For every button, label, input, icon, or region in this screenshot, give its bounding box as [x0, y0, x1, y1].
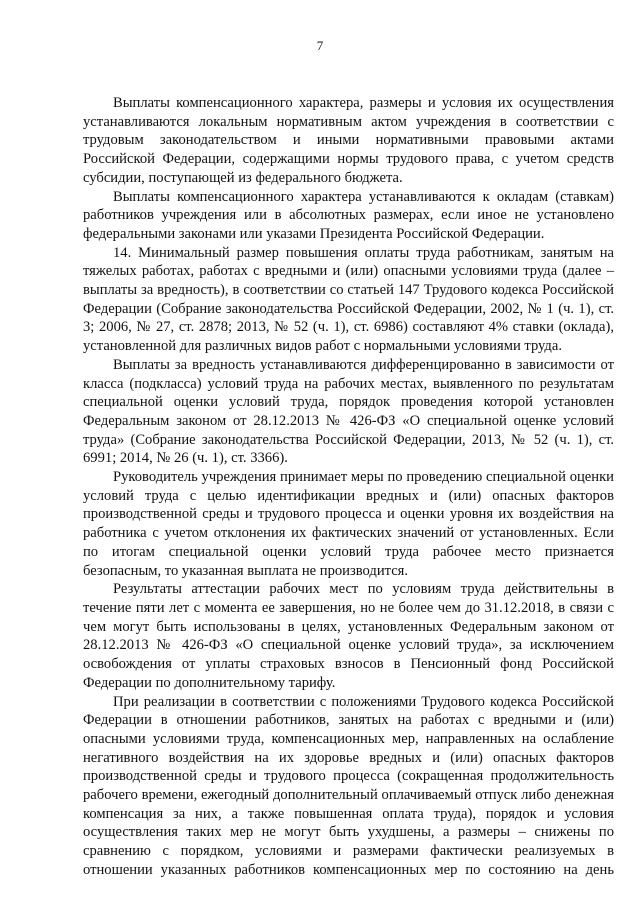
paragraph-attestation-results: Результаты аттестации рабочих мест по условиям труда действительны в течение пяти лет с момента ее завершения, но не более чем до 31.12.2018, в связи с чем могут быть использованы в целях, установленных Федеральным законом от 28.12.2013 № 426-ФЗ «О специальной оценке условий труда», за исключением освобождения от уплаты страховых взносов в Пенсионный фонд Российской Федерации по дополнительному тарифу.: [83, 581, 614, 691]
page-number: 7: [316, 38, 324, 53]
paragraph-compensation-measures: При реализации в соответствии с положениями Трудового кодекса Российской Федерации в отношении работников, занятых на работах с вредными и (или) опасными условиями труда, компенсационных мер, направленных на ослабление негативного воздействия на их здоровье вредных и (или) опасных факторов производственной среды и трудового процесса (сокращенная продолжительность рабочего времени, ежегодный дополнительный оплачиваемый отпуск либо денежная компенсация за них, а также повышенная оплата труда), порядок и условия осуществления таких мер не могут быть ухудшены, а размеры – снижены по сравнению с порядком, условиями и размерами фактически реализуемых в отношении указанных работников компенсационных мер по состоянию на день: [83, 693, 614, 878]
paragraph-item-14: 14. Минимальный размер повышения оплаты труда работникам, занятым на тяжелых работах, работах с вредными и (или) опасными условиями труда (далее – выплаты за вредность), в соответствии со статьей 147 Трудового кодекса Российской Федерации (Собрание законодательства Российской Федерации, 2002, № 1 (ч. 1), ст. 3; 2006, № 27, ст. 2878; 2013, № 52 (ч. 1), ст. 6986) составляют 4% ставки (оклада), установленной для различных видов работ с нормальными условиями труда.: [83, 244, 614, 355]
paragraph-compensation-basis: Выплаты компенсационного характера устанавливаются к окладам (ставкам) работников учреждения или в абсолютных размерах, если иное не установлено федеральными законами или указами Президента Российской Федерации.: [83, 188, 614, 242]
paragraph-compensation-payments: Выплаты компенсационного характера, размеры и условия их осуществления устанавливаются локальным нормативным актом учреждения в соответствии с трудовым законодательством и иными нормативными правовыми актами Российской Федерации, содержащими нормы трудового права, с учетом средств субсидии, поступающей из федерального бюджета.: [83, 95, 614, 186]
paragraph-special-assessment: Руководитель учреждения принимает меры по проведению специальной оценки условий труда с целью идентификации вредных и (или) опасных факторов производственной среды и трудового процесса и оценки уровня их воздействия на работника с учетом отклонения их фактических значений от установленных. Если по итогам специальной оценки условий труда рабочее место признается безопасным, то указанная выплата не производится.: [83, 469, 614, 579]
paragraph-hazard-payments: Выплаты за вредность устанавливаются дифференцированно в зависимости от класса (подкласса) условий труда на рабочих местах, выявленного по результатам специальной оценки условий труда, порядок проведения которой установлен Федеральным законом от 28.12.2013 № 426-ФЗ «О специальной оценке условий труда» (Собрание законодательства Российской Федерации, 2013, № 52 (ч. 1), ст. 6991; 2014, № 26 (ч. 1), ст. 3366).: [83, 356, 614, 467]
document-body: [83, 94, 614, 880]
